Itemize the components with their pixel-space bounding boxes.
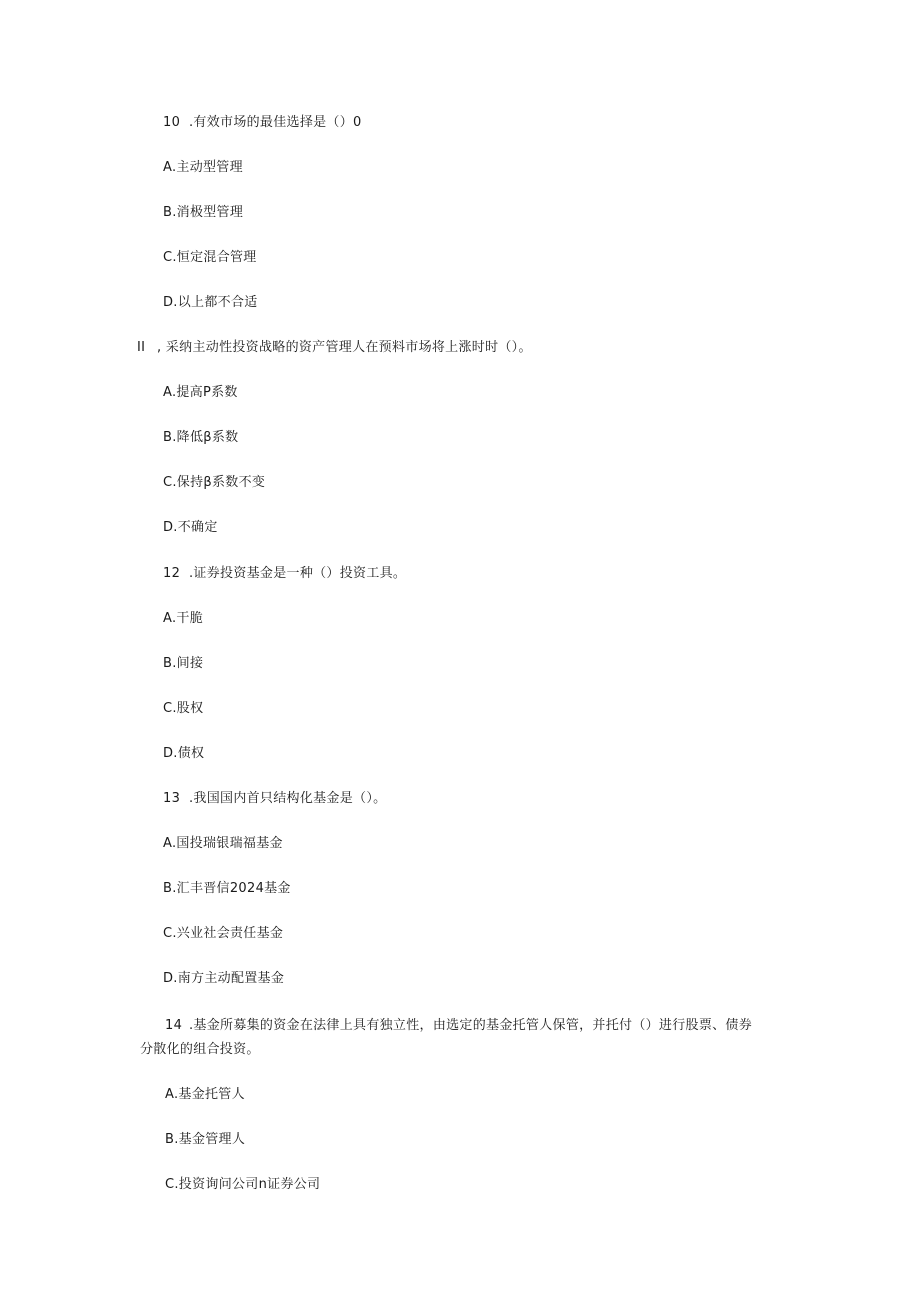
question-text: .有效市场的最佳选择是（）0 xyxy=(189,115,362,130)
option-c: C.恒定混合管理 xyxy=(163,250,257,265)
question-text: .证券投资基金是一种（）投资工具。 xyxy=(189,566,407,581)
question-number: 10 xyxy=(163,115,181,130)
option-b: B.降低β系数 xyxy=(163,430,239,445)
option-a: A.干脆 xyxy=(163,611,203,626)
question-text: .我国国内首只结构化基金是（）。 xyxy=(189,791,387,806)
option-d: D.以上都不合适 xyxy=(163,295,258,310)
question-number: 13 xyxy=(163,791,181,806)
question-14-stem xyxy=(140,1014,760,1062)
question-number: II xyxy=(137,340,146,355)
option-c: C.股权 xyxy=(163,701,204,716)
option-a: A.国投瑞银瑞福基金 xyxy=(163,836,283,851)
question-text: .基金所募集的资金在法律上具有独立性，由选定的基金托管人保管，并托付（）进行股票、债券分散化的组合投资。 xyxy=(140,1018,753,1057)
question-12-stem xyxy=(163,566,406,582)
option-c: C.投资询问公司n证券公司 xyxy=(165,1177,321,1192)
option-d: D.不确定 xyxy=(163,520,218,535)
option-d: D.南方主动配置基金 xyxy=(163,971,285,986)
option-a: A.提高P系数 xyxy=(163,385,238,400)
question-number: 14 xyxy=(165,1018,183,1033)
question-text: , 采纳主动性投资战略的资产管理人在预料市场将上涨时时（）。 xyxy=(157,340,532,355)
option-c: C.兴业社会责任基金 xyxy=(163,926,284,941)
option-b: B.基金管理人 xyxy=(165,1132,246,1147)
option-a: A.主动型管理 xyxy=(163,160,243,175)
question-13-stem xyxy=(163,791,386,807)
option-b: B.间接 xyxy=(163,656,204,671)
option-d: D.债权 xyxy=(163,746,205,761)
option-a: A.基金托管人 xyxy=(165,1087,245,1102)
option-c: C.保持β系数不变 xyxy=(163,475,266,490)
question-11-stem xyxy=(137,340,532,356)
option-b: B.消极型管理 xyxy=(163,205,244,220)
question-number: 12 xyxy=(163,566,181,581)
option-b: B.汇丰晋信2024基金 xyxy=(163,881,291,896)
question-10-stem xyxy=(163,115,362,131)
